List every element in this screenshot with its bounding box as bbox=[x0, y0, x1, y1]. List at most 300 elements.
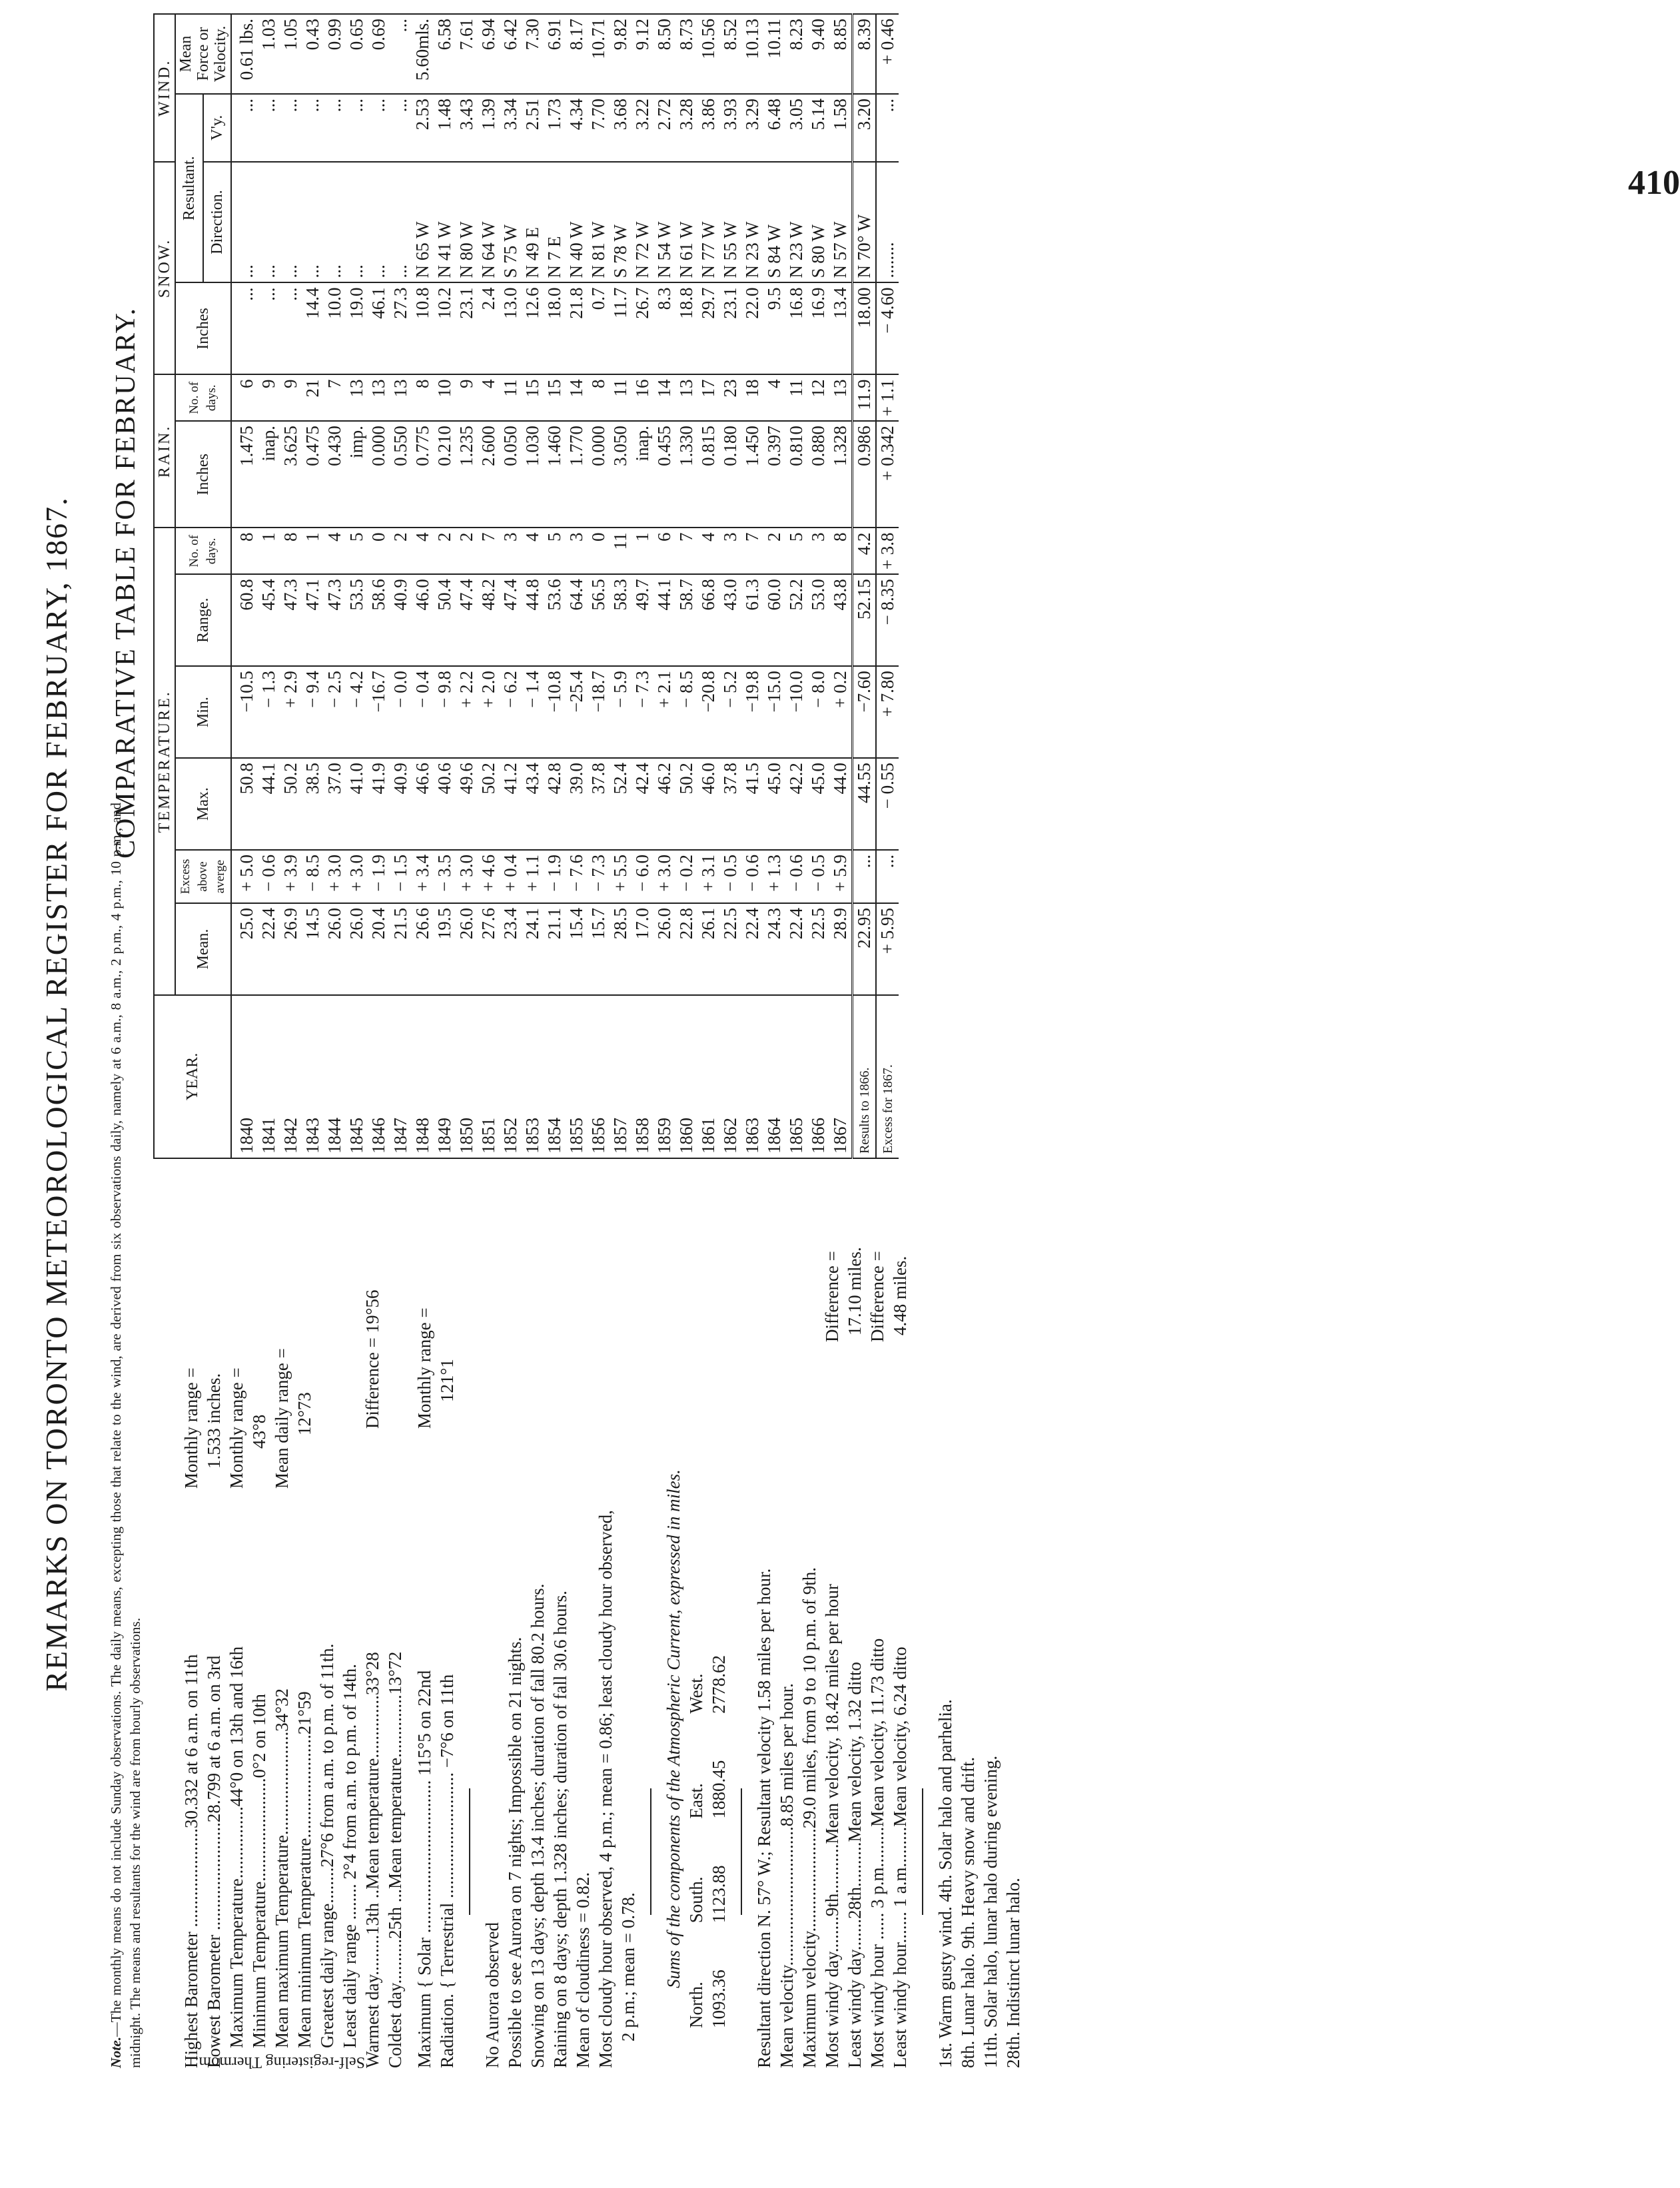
table-cell: ... bbox=[876, 850, 899, 903]
col-snow-days: No. of days. bbox=[175, 374, 231, 421]
table-cell: 60.0 bbox=[763, 574, 785, 666]
table-cell: −18.7 bbox=[588, 666, 610, 758]
table-cell: 18 bbox=[741, 374, 763, 421]
table-cell: 0.397 bbox=[763, 421, 785, 528]
table-cell: 15.7 bbox=[588, 903, 610, 995]
comparative-body bbox=[231, 14, 899, 1158]
table-cell: 22.4 bbox=[741, 903, 763, 995]
divider bbox=[922, 1788, 923, 1915]
table-cell: 23.1 bbox=[456, 283, 478, 375]
table-cell: 22.4 bbox=[785, 903, 807, 995]
table-cell: 46.1 bbox=[368, 283, 390, 375]
table-cell: − 8.5 bbox=[675, 666, 697, 758]
divider bbox=[469, 1788, 470, 1915]
excess-row bbox=[876, 14, 899, 1158]
table-cell: − 4.60 bbox=[876, 283, 899, 375]
table-cell: Excess for 1867. bbox=[876, 995, 899, 1158]
table-cell: 4 bbox=[522, 528, 544, 574]
table-cell: 42.8 bbox=[544, 758, 566, 850]
table-row bbox=[566, 14, 588, 1158]
table-cell: 4 bbox=[697, 528, 719, 574]
table-cell: 8.73 bbox=[675, 14, 697, 94]
table-cell: 6 bbox=[653, 528, 675, 574]
table-cell: 19.5 bbox=[434, 903, 456, 995]
table-cell: N 23 W bbox=[785, 162, 807, 283]
table-cell: 1849 bbox=[434, 995, 456, 1158]
table-cell: N 23 W bbox=[741, 162, 763, 283]
table-cell: −7.60 bbox=[853, 666, 877, 758]
sums-header: East. bbox=[686, 1783, 706, 1819]
table-cell: ... bbox=[324, 94, 346, 162]
table-cell: + 2.9 bbox=[280, 666, 302, 758]
table-cell: 53.6 bbox=[544, 574, 566, 666]
table-cell: 1.73 bbox=[544, 94, 566, 162]
table-cell: 0.455 bbox=[653, 421, 675, 528]
table-cell: 3.050 bbox=[610, 421, 631, 528]
remark-line: Least daily range ........ 2°4 from a.m. to p.m. of 14th. bbox=[340, 1664, 360, 2048]
table-cell: 1843 bbox=[302, 995, 324, 1158]
table-row bbox=[522, 14, 544, 1158]
table-cell: 0.475 bbox=[302, 421, 324, 528]
table-cell: 0 bbox=[368, 528, 390, 574]
remark-side: 1.533 inches. bbox=[204, 1373, 224, 1469]
table-cell: 14.4 bbox=[302, 283, 324, 375]
table-cell: 3.43 bbox=[456, 94, 478, 162]
table-cell: 7.61 bbox=[456, 14, 478, 94]
group-wind: WIND. bbox=[154, 14, 175, 162]
col-rain-days: No. of days. bbox=[175, 528, 231, 574]
table-cell: 1852 bbox=[500, 995, 522, 1158]
table-cell: 8.85 bbox=[829, 14, 853, 94]
table-cell: ... bbox=[853, 850, 877, 903]
table-cell: − 1.4 bbox=[522, 666, 544, 758]
table-cell: 22.5 bbox=[807, 903, 829, 995]
table-cell: 46.2 bbox=[653, 758, 675, 850]
table-row bbox=[741, 14, 763, 1158]
table-cell: + 5.9 bbox=[829, 850, 853, 903]
table-cell: 28.5 bbox=[610, 903, 631, 995]
table-cell: 1841 bbox=[258, 995, 280, 1158]
table-cell: 1.030 bbox=[522, 421, 544, 528]
table-cell: −25.4 bbox=[566, 666, 588, 758]
table-cell: 3.28 bbox=[675, 94, 697, 162]
table-cell: 8 bbox=[280, 528, 302, 574]
remark-line: Most cloudy hour observed, 4 p.m.; mean = 0.86; least cloudy hour observed, bbox=[596, 1510, 616, 2068]
table-cell: + 4.6 bbox=[478, 850, 500, 903]
table-cell: 13.0 bbox=[500, 283, 522, 375]
table-cell: − 3.5 bbox=[434, 850, 456, 903]
table-cell: 13 bbox=[368, 374, 390, 421]
table-cell: 1853 bbox=[522, 995, 544, 1158]
table-cell: + 5.0 bbox=[231, 850, 258, 903]
table-cell: N 81 W bbox=[588, 162, 610, 283]
remark-line: Snowing on 13 days; depth 13.4 inches; duration of fall 80.2 hours. bbox=[528, 1583, 548, 2068]
table-cell: 40.6 bbox=[434, 758, 456, 850]
table-cell: 25.0 bbox=[231, 903, 258, 995]
table-cell: ... bbox=[280, 162, 302, 283]
table-cell: ... bbox=[346, 162, 368, 283]
table-cell: ... bbox=[258, 94, 280, 162]
table-cell: 1.39 bbox=[478, 94, 500, 162]
event-line: 1st. Warm gusty wind. 4th. Solar halo and parhelia. bbox=[935, 1699, 955, 2068]
table-cell: − 7.3 bbox=[588, 850, 610, 903]
table-cell: S 84 W bbox=[763, 162, 785, 283]
table-row bbox=[412, 14, 434, 1158]
remark-line: No Aurora observed bbox=[482, 1922, 502, 2068]
table-cell: 1846 bbox=[368, 995, 390, 1158]
page-number: 410 bbox=[1628, 164, 1680, 202]
table-cell: 1850 bbox=[456, 995, 478, 1158]
table-cell: − 0.6 bbox=[258, 850, 280, 903]
table-cell: 45.0 bbox=[807, 758, 829, 850]
table-cell: 8.39 bbox=[853, 14, 877, 94]
table-cell: N 72 W bbox=[631, 162, 653, 283]
table-cell: N 54 W bbox=[653, 162, 675, 283]
table-cell: + 0.46 bbox=[876, 14, 899, 94]
table-cell: 7 bbox=[478, 528, 500, 574]
table-cell: 23.4 bbox=[500, 903, 522, 995]
thermometer-group-label: Self-registering Thermom. bbox=[195, 2053, 365, 2071]
table-row bbox=[588, 14, 610, 1158]
table-cell: 16.9 bbox=[807, 283, 829, 375]
table-cell: 11 bbox=[785, 374, 807, 421]
table-row bbox=[280, 14, 302, 1158]
table-cell: N 64 W bbox=[478, 162, 500, 283]
table-cell: ... bbox=[390, 162, 412, 283]
remark-line: Greatest daily range........27°6 from a.m. to p.m. of 11th. bbox=[317, 1643, 337, 2048]
table-cell: + 3.1 bbox=[697, 850, 719, 903]
table-cell: 22.8 bbox=[675, 903, 697, 995]
table-cell: 26.0 bbox=[456, 903, 478, 995]
table-cell: 0.69 bbox=[368, 14, 390, 94]
col-year: YEAR. bbox=[154, 995, 231, 1158]
table-cell: ... bbox=[876, 94, 899, 162]
table-cell: 23 bbox=[719, 374, 741, 421]
table-row bbox=[258, 14, 280, 1158]
table-cell: 4.2 bbox=[853, 528, 877, 574]
table-cell: ... bbox=[231, 94, 258, 162]
table-cell: inap. bbox=[258, 421, 280, 528]
table-cell: −19.8 bbox=[741, 666, 763, 758]
table-cell: 2 bbox=[434, 528, 456, 574]
table-cell: 0.775 bbox=[412, 421, 434, 528]
table-cell: 46.0 bbox=[412, 574, 434, 666]
table-cell: 4 bbox=[763, 374, 785, 421]
table-cell: −16.7 bbox=[368, 666, 390, 758]
table-cell: 18.0 bbox=[544, 283, 566, 375]
table-cell: 45.4 bbox=[258, 574, 280, 666]
remark-side: Monthly range = bbox=[181, 1367, 201, 1489]
col-rain-inches: Inches bbox=[175, 421, 231, 528]
table-cell: 64.4 bbox=[566, 574, 588, 666]
table-cell: + 3.0 bbox=[346, 850, 368, 903]
table-cell: N 65 W bbox=[412, 162, 434, 283]
table-cell: 4 bbox=[412, 528, 434, 574]
table-cell: 38.5 bbox=[302, 758, 324, 850]
table-cell: 0.810 bbox=[785, 421, 807, 528]
table-cell: 5 bbox=[544, 528, 566, 574]
table-cell: 11.9 bbox=[853, 374, 877, 421]
table-cell: 17 bbox=[697, 374, 719, 421]
table-cell: 1854 bbox=[544, 995, 566, 1158]
table-cell: N 55 W bbox=[719, 162, 741, 283]
table-cell: − 0.0 bbox=[390, 666, 412, 758]
table-cell: 47.4 bbox=[456, 574, 478, 666]
table-cell: S 78 W bbox=[610, 162, 631, 283]
table-cell: 29.7 bbox=[697, 283, 719, 375]
table-cell: + 0.2 bbox=[829, 666, 853, 758]
table-cell: ... bbox=[346, 94, 368, 162]
table-cell: 52.15 bbox=[853, 574, 877, 666]
table-cell: 2.72 bbox=[653, 94, 675, 162]
col-snow-inches: Inches bbox=[175, 283, 231, 375]
remark-line: Mean velocity...............................8.85 miles per hour. bbox=[777, 1683, 797, 2068]
table-cell: 1.05 bbox=[280, 14, 302, 94]
table-cell: N 49 E bbox=[522, 162, 544, 283]
table-cell: 11 bbox=[500, 374, 522, 421]
table-row bbox=[478, 14, 500, 1158]
col-velocity: V'y. bbox=[203, 94, 231, 162]
remark-line: Least windy day.......28th..........Mean velocity, 1.32 ditto 17.10 miles. bbox=[845, 1247, 865, 2068]
table-cell: 7 bbox=[675, 528, 697, 574]
table-cell: 7 bbox=[741, 528, 763, 574]
table-cell: 47.1 bbox=[302, 574, 324, 666]
table-cell: 3.20 bbox=[853, 94, 877, 162]
table-cell: ... bbox=[302, 162, 324, 283]
table-cell: 15.4 bbox=[566, 903, 588, 995]
table-cell: 5.60mls. bbox=[412, 14, 434, 94]
col-min: Min. bbox=[175, 666, 231, 758]
remark-line: Maximum velocity.......................29.0 miles, from 9 to 10 p.m. of 9th. bbox=[799, 1567, 819, 2068]
table-cell: 1861 bbox=[697, 995, 719, 1158]
table-row bbox=[434, 14, 456, 1158]
table-cell: 2.4 bbox=[478, 283, 500, 375]
table-cell: − 0.2 bbox=[675, 850, 697, 903]
table-cell: 19.0 bbox=[346, 283, 368, 375]
table-cell: 8 bbox=[829, 528, 853, 574]
table-cell: + 3.4 bbox=[412, 850, 434, 903]
table-cell: 21.8 bbox=[566, 283, 588, 375]
table-cell: 11 bbox=[610, 528, 631, 574]
table-cell: 61.3 bbox=[741, 574, 763, 666]
table-cell: 0.7 bbox=[588, 283, 610, 375]
table-cell: 9.40 bbox=[807, 14, 829, 94]
table-cell: 1 bbox=[258, 528, 280, 574]
group-rain: RAIN. bbox=[154, 374, 175, 528]
table-cell: 2 bbox=[390, 528, 412, 574]
table-cell: 4 bbox=[478, 374, 500, 421]
remark-line: Radiation. { Terrestrial ............................ −7°6 on 11th 121°1 bbox=[437, 1359, 457, 2068]
table-cell: 44.55 bbox=[853, 758, 877, 850]
table-cell: 3 bbox=[566, 528, 588, 574]
table-row bbox=[346, 14, 368, 1158]
table-cell: 0 bbox=[588, 528, 610, 574]
table-cell: ... bbox=[368, 162, 390, 283]
table-row bbox=[631, 14, 653, 1158]
table-row bbox=[675, 14, 697, 1158]
table-cell: 10.0 bbox=[324, 283, 346, 375]
table-cell: ... bbox=[280, 94, 302, 162]
remark-line: Lowest Barometer ........................28.799 at 6 a.m. on 3rd 1.533 inches. bbox=[204, 1373, 224, 2068]
table-cell: 10.11 bbox=[763, 14, 785, 94]
table-cell: 6.48 bbox=[763, 94, 785, 162]
table-cell: 45.0 bbox=[763, 758, 785, 850]
table-cell: 0.986 bbox=[853, 421, 877, 528]
table-cell: 8 bbox=[588, 374, 610, 421]
table-cell: 66.8 bbox=[697, 574, 719, 666]
divider bbox=[741, 1788, 742, 1915]
remark-line: Highest Barometer ......................30.332 at 6 a.m. on 11th Monthly range = bbox=[181, 1367, 201, 2068]
table-cell: 39.0 bbox=[566, 758, 588, 850]
table-cell: 1864 bbox=[763, 995, 785, 1158]
remark-line: Resultant direction N. 57° W.; Resultant velocity 1.58 miles per hour. bbox=[754, 1568, 774, 2068]
barometer-section bbox=[180, 1182, 225, 2068]
table-cell: 14.5 bbox=[302, 903, 324, 995]
table-cell: − 9.4 bbox=[302, 666, 324, 758]
table-cell: − 6.2 bbox=[500, 666, 522, 758]
table-cell: 0.880 bbox=[807, 421, 829, 528]
table-cell: + 5.5 bbox=[610, 850, 631, 903]
col-max: Max. bbox=[175, 758, 231, 850]
table-cell: 1866 bbox=[807, 995, 829, 1158]
col-mean: Mean. bbox=[175, 903, 231, 995]
table-cell: 8.23 bbox=[785, 14, 807, 94]
table-cell: 1844 bbox=[324, 995, 346, 1158]
table-cell: + 1.1 bbox=[876, 374, 899, 421]
table-cell: −10.0 bbox=[785, 666, 807, 758]
sums-header: West. bbox=[686, 1673, 706, 1714]
table-row bbox=[368, 14, 390, 1158]
table-cell: 1.328 bbox=[829, 421, 853, 528]
table-cell: N 77 W bbox=[697, 162, 719, 283]
table-cell: 49.6 bbox=[456, 758, 478, 850]
table-cell: 3.625 bbox=[280, 421, 302, 528]
table-cell: + 1.3 bbox=[763, 850, 785, 903]
table-cell: 9.12 bbox=[631, 14, 653, 94]
table-cell: 0.43 bbox=[302, 14, 324, 94]
table-cell: − 2.5 bbox=[324, 666, 346, 758]
remark-line: Minimum Temperature.......................0°2 on 10th 43°8 bbox=[249, 1414, 269, 2048]
table-cell: 48.2 bbox=[478, 574, 500, 666]
table-cell: 12 bbox=[807, 374, 829, 421]
table-cell: N 41 W bbox=[434, 162, 456, 283]
table-cell: 1.450 bbox=[741, 421, 763, 528]
table-cell: 1 bbox=[302, 528, 324, 574]
table-row bbox=[324, 14, 346, 1158]
table-cell: − 1.3 bbox=[258, 666, 280, 758]
table-cell: 27.6 bbox=[478, 903, 500, 995]
table-cell: + 3.8 bbox=[876, 528, 899, 574]
table-cell: 7.70 bbox=[588, 94, 610, 162]
table-row bbox=[697, 14, 719, 1158]
table-cell: 18.00 bbox=[853, 283, 877, 375]
table-cell: 15 bbox=[522, 374, 544, 421]
table-cell: 20.4 bbox=[368, 903, 390, 995]
table-cell: 1862 bbox=[719, 995, 741, 1158]
table-cell: 53.0 bbox=[807, 574, 829, 666]
table-cell: 9.82 bbox=[610, 14, 631, 94]
table-cell: 50.2 bbox=[280, 758, 302, 850]
table-cell: + 3.0 bbox=[456, 850, 478, 903]
table-cell: 23.1 bbox=[719, 283, 741, 375]
table-cell: 15 bbox=[544, 374, 566, 421]
table-cell: 0.61 lbs. bbox=[231, 14, 258, 94]
warmest-section bbox=[361, 1182, 406, 2068]
table-cell: 21.1 bbox=[544, 903, 566, 995]
table-cell: 26.9 bbox=[280, 903, 302, 995]
table-cell: 1856 bbox=[588, 995, 610, 1158]
table-cell: 5 bbox=[346, 528, 368, 574]
table-cell: − 8.5 bbox=[302, 850, 324, 903]
table-cell: 10.8 bbox=[412, 283, 434, 375]
table-cell: − 9.8 bbox=[434, 666, 456, 758]
table-cell: 1.03 bbox=[258, 14, 280, 94]
table-cell: 3.68 bbox=[610, 94, 631, 162]
group-resultant: Resultant. bbox=[175, 94, 203, 283]
table-cell: N 61 W bbox=[675, 162, 697, 283]
table-cell: 1860 bbox=[675, 995, 697, 1158]
table-cell: 22.95 bbox=[853, 903, 877, 995]
table-cell: 42.4 bbox=[631, 758, 653, 850]
table-cell: 1857 bbox=[610, 995, 631, 1158]
table-cell: 11.7 bbox=[610, 283, 631, 375]
table-cell: 7 bbox=[324, 374, 346, 421]
table-cell: + 3.0 bbox=[653, 850, 675, 903]
table-cell: 0.65 bbox=[346, 14, 368, 94]
table-cell: 22.0 bbox=[741, 283, 763, 375]
table-cell: ... bbox=[302, 94, 324, 162]
table-cell: 3.05 bbox=[785, 94, 807, 162]
table-cell: 26.0 bbox=[653, 903, 675, 995]
table-cell: 2.600 bbox=[478, 421, 500, 528]
table-cell: 5.14 bbox=[807, 94, 829, 162]
remark-line: Possible to see Aurora on 7 nights; Impossible on 21 nights. bbox=[505, 1637, 525, 2068]
table-cell: 13 bbox=[675, 374, 697, 421]
col-mean-force: Mean Force or Velocity. bbox=[175, 14, 231, 94]
table-cell: − 0.5 bbox=[719, 850, 741, 903]
table-cell: 0.000 bbox=[368, 421, 390, 528]
table-cell: 1865 bbox=[785, 995, 807, 1158]
table-cell: ... bbox=[258, 283, 280, 375]
remark-line: Least windy hour....... 1 a.m.........Mean velocity, 6.24 ditto 4.48 miles. bbox=[890, 1256, 910, 2068]
table-cell: − 0.6 bbox=[785, 850, 807, 903]
table-cell: 9 bbox=[280, 374, 302, 421]
table-cell: 47.3 bbox=[324, 574, 346, 666]
table-cell: Results to 1866. bbox=[853, 995, 877, 1158]
sums-value: 2778.62 bbox=[709, 1655, 729, 1714]
table-cell: 56.5 bbox=[588, 574, 610, 666]
table-row bbox=[807, 14, 829, 1158]
table-cell: 3.22 bbox=[631, 94, 653, 162]
sums-header: North. bbox=[686, 1982, 706, 2028]
col-range: Range. bbox=[175, 574, 231, 666]
table-cell: 8.52 bbox=[719, 14, 741, 94]
table-cell: 41.9 bbox=[368, 758, 390, 850]
table-cell: − 8.0 bbox=[807, 666, 829, 758]
table-cell: 9 bbox=[258, 374, 280, 421]
remark-line: Most windy hour ...... 3 p.m.........Mean velocity, 11.73 ditto Difference = bbox=[867, 1251, 887, 2068]
table-cell: ........ bbox=[876, 162, 899, 283]
radiation-section bbox=[413, 1182, 458, 2068]
table-cell: 8.3 bbox=[653, 283, 675, 375]
table-cell: S 80 W bbox=[807, 162, 829, 283]
table-cell: −20.8 bbox=[697, 666, 719, 758]
table-cell: 50.2 bbox=[675, 758, 697, 850]
table-cell: 6.94 bbox=[478, 14, 500, 94]
table-cell: 26.1 bbox=[697, 903, 719, 995]
table-row bbox=[390, 14, 412, 1158]
table-cell: 21.5 bbox=[390, 903, 412, 995]
